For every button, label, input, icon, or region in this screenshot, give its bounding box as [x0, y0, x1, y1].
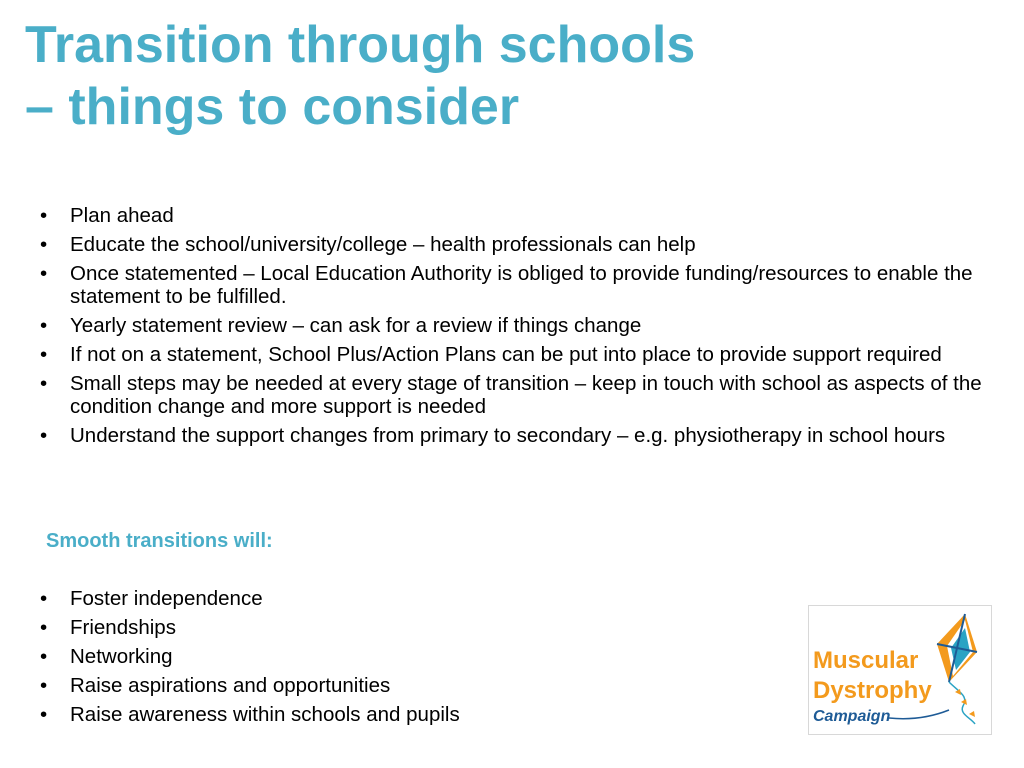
- bullet-icon: •: [40, 645, 48, 668]
- bullet-icon: •: [40, 343, 48, 366]
- bullet-icon: •: [40, 424, 48, 447]
- bullet-icon: •: [40, 314, 48, 337]
- list-item-text: If not on a statement, School Plus/Action Plans can be put into place to provide support required: [70, 343, 942, 366]
- bullet-icon: •: [40, 616, 48, 639]
- list-item-text: Understand the support changes from primary to secondary – e.g. physiotherapy in school hours: [70, 424, 946, 447]
- section-subheading: Smooth transitions will:: [46, 530, 273, 552]
- list-item: [40, 262, 1000, 308]
- list-item-text: Plan ahead: [70, 204, 174, 227]
- bullet-icon: •: [40, 233, 48, 256]
- logo-artwork: [809, 606, 992, 735]
- bullet-icon: •: [40, 674, 48, 697]
- list-item-text: Yearly statement review – can ask for a review if things change: [70, 314, 642, 337]
- list-item-text: Once statemented – Local Education Authority is obliged to provide funding/resources to enable the statement to be fulfilled.: [70, 262, 973, 308]
- logo-word-muscular: Muscular: [813, 647, 919, 674]
- bullet-icon: •: [40, 262, 48, 285]
- bullet-icon: •: [40, 204, 48, 227]
- bullet-icon: •: [40, 703, 48, 726]
- bullet-icon: •: [40, 587, 48, 610]
- slide-title-line-1: Transition through schools: [25, 16, 696, 74]
- list-item: [40, 343, 1000, 366]
- logo-word-dystrophy: Dystrophy: [813, 677, 932, 704]
- list-item-text: Small steps may be needed at every stage of transition – keep in touch with school as aspects of the condition change and more support is needed: [70, 372, 982, 418]
- slide-title: [25, 14, 985, 138]
- bullet-icon: •: [40, 372, 48, 395]
- list-item-text: Foster independence: [70, 587, 263, 610]
- considerations-list: [40, 204, 1000, 453]
- list-item-text: Networking: [70, 645, 173, 668]
- list-item: [40, 424, 1000, 447]
- list-item-text: Raise awareness within schools and pupils: [70, 703, 460, 726]
- list-item-text: Friendships: [70, 616, 176, 639]
- kite-icon: [937, 614, 977, 724]
- muscular-dystrophy-campaign-logo: [808, 605, 992, 735]
- list-item-text: Educate the school/university/college – health professionals can help: [70, 233, 696, 256]
- list-item: [40, 204, 1000, 227]
- list-item: [40, 314, 1000, 337]
- slide-title-line-2: – things to consider: [25, 78, 520, 136]
- list-item: [40, 372, 1000, 418]
- list-item-text: Raise aspirations and opportunities: [70, 674, 391, 697]
- list-item: [40, 233, 1000, 256]
- logo-word-campaign: Campaign: [813, 708, 891, 725]
